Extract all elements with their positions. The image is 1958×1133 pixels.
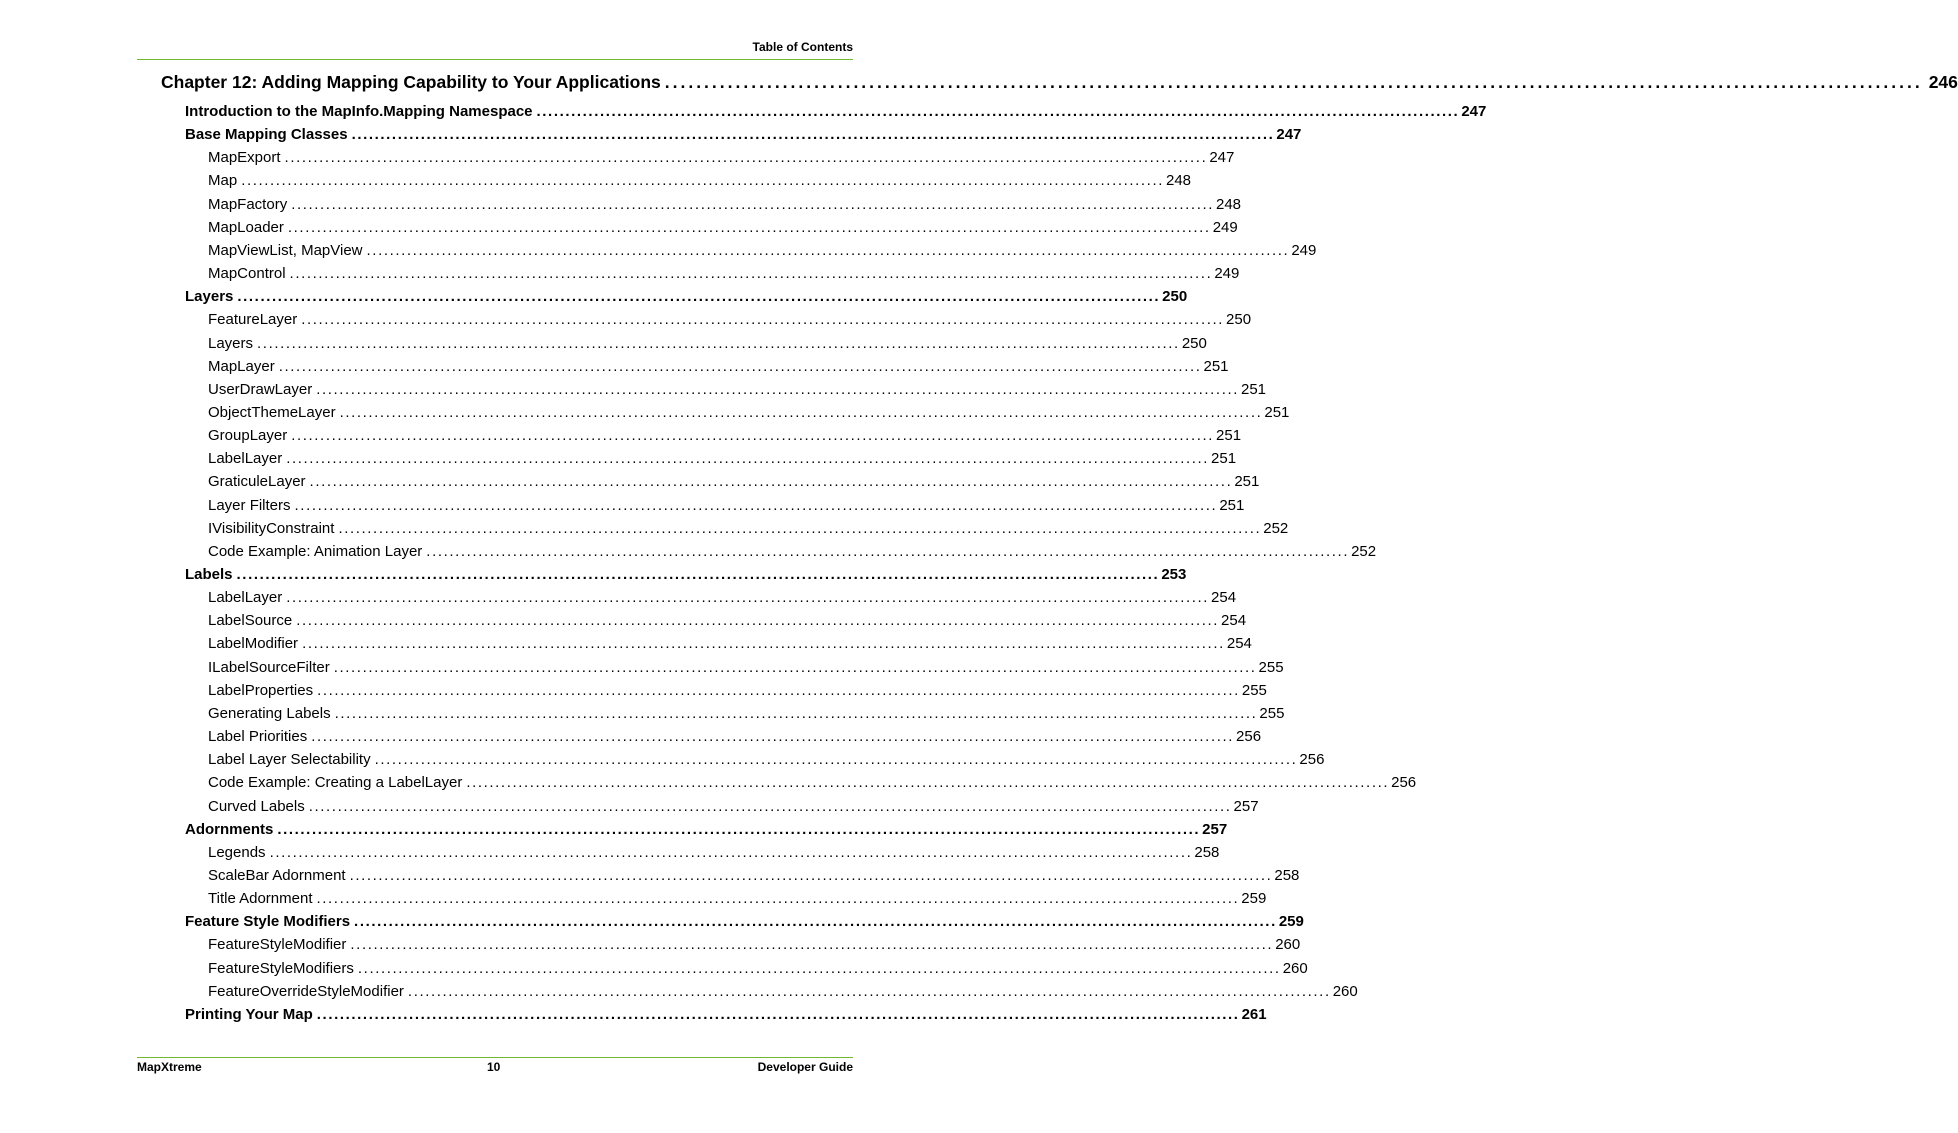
toc-subsection-entry[interactable] <box>208 843 1220 861</box>
toc-entry-title: UserDrawLayer <box>208 380 313 398</box>
toc-entry-page: 255 <box>1258 658 1284 676</box>
toc-entry-page: 254 <box>1226 635 1252 653</box>
toc-subsection-entry[interactable] <box>208 311 1252 329</box>
toc-entry-page: 251 <box>1234 473 1260 491</box>
toc-entry-page: 256 <box>1299 751 1325 769</box>
toc-subsection-entry[interactable] <box>208 751 1325 769</box>
toc-leader-dots: ................................................................................................................................................................ <box>536 103 1460 120</box>
toc-subsection-entry[interactable] <box>208 774 1417 792</box>
toc-entry-title: MapLayer <box>208 357 275 375</box>
toc-leader-dots: ................................................................................................................................................................ <box>257 334 1180 352</box>
toc-entry-title: MapFactory <box>208 195 288 213</box>
toc-subsection-entry[interactable] <box>208 473 1260 491</box>
toc-entry-title: LabelLayer <box>208 450 283 468</box>
toc-section-entry[interactable] <box>185 126 1302 144</box>
toc-entry-page: 257 <box>1233 797 1259 815</box>
toc-entry-page: 249 <box>1291 241 1317 259</box>
toc-section-entry[interactable] <box>185 1005 1267 1023</box>
toc-entry-title: FeatureStyleModifiers <box>208 959 354 977</box>
toc-entry-page: 250 <box>1162 288 1188 306</box>
toc-leader-dots: ................................................................................................................................................................ <box>466 774 1390 792</box>
toc-entry-title: MapLoader <box>208 218 284 236</box>
toc-entry-page: 251 <box>1211 450 1237 468</box>
toc-entry-title: Adornments <box>185 820 274 838</box>
toc-chapter-title: Chapter 12: Adding Mapping Capability to Your Applications <box>161 72 661 92</box>
toc-leader-dots: ................................................................................................................................................................ <box>316 380 1239 398</box>
toc-leader-dots: ................................................................................................................................................................ <box>286 589 1210 607</box>
toc-entry-page: 249 <box>1212 218 1238 236</box>
toc-leader-dots: ................................................................................................................................................................ <box>309 473 1233 491</box>
toc-entry-page: 253 <box>1161 566 1187 583</box>
toc-entry-page: 250 <box>1226 311 1252 329</box>
toc-section-entry[interactable] <box>185 566 1187 583</box>
toc-entry-title: Code Example: Animation Layer <box>208 542 423 560</box>
toc-subsection-entry[interactable] <box>208 265 1240 282</box>
toc-leader-dots: ................................................................................................................................................................ <box>338 519 1262 537</box>
toc-entry-title: Map <box>208 172 238 190</box>
toc-leader-dots: ................................................................................................................................................................ <box>287 218 1211 236</box>
toc-entry-page: 256 <box>1236 728 1262 745</box>
toc-leader-dots: ................................................................................................................................................................ <box>269 843 1193 861</box>
toc-entry-page: 260 <box>1275 936 1301 954</box>
toc-entry-page: 247 <box>1209 149 1235 167</box>
toc-leader-dots: ................................................................................................................................................................ <box>350 936 1274 954</box>
toc-entry-title: Layer Filters <box>208 496 291 514</box>
toc-entry-page: 259 <box>1241 890 1267 908</box>
toc-leader-dots: ................................................................................................................................................................ <box>317 681 1240 699</box>
toc-leader-dots: ................................................................................................................................................................ <box>311 728 1235 745</box>
toc-entry-title: FeatureOverrideStyleModifier <box>208 982 404 1000</box>
toc-leader-dots: ................................................................................................................................................................ <box>334 704 1258 722</box>
toc-leader-dots: ................................................................................................................................................................ <box>241 172 1164 190</box>
toc-leader-dots: ................................................................................................................................................................ <box>278 357 1202 375</box>
toc-entry-title: ILabelSourceFilter <box>208 658 330 676</box>
toc-entry-page: 252 <box>1351 542 1377 560</box>
toc-entry-title: Curved Labels <box>208 797 305 815</box>
toc-entry-title: MapViewList, MapView <box>208 241 363 259</box>
toc-section-entry[interactable] <box>185 288 1188 306</box>
toc-leader-dots: ................................................................................................................................................................ <box>426 542 1350 560</box>
toc-subsection-entry[interactable] <box>208 172 1192 190</box>
toc-entry-page: 251 <box>1203 357 1229 375</box>
toc-subsection-entry[interactable] <box>208 589 1237 607</box>
toc-leader-dots: ................................................................................................................................................................ <box>301 311 1225 329</box>
toc-leader-dots: ................................................................................................................................................................ <box>333 658 1257 676</box>
toc-entry-page: 247 <box>1461 103 1487 120</box>
toc-entry-title: GraticuleLayer <box>208 473 306 491</box>
toc-entry-title: LabelLayer <box>208 589 283 607</box>
toc-leader-dots: ................................................................................................................................................................ <box>284 149 1208 167</box>
toc-entry-page: 254 <box>1211 589 1237 607</box>
toc-subsection-entry[interactable] <box>208 519 1289 537</box>
toc-entry-title: LabelSource <box>208 612 293 630</box>
toc-subsection-entry[interactable] <box>208 797 1259 815</box>
toc-subsection-entry[interactable] <box>208 728 1262 745</box>
toc-entry-title: FeatureStyleModifier <box>208 936 347 954</box>
toc-subsection-entry[interactable] <box>208 357 1229 375</box>
toc-entry-page: 250 <box>1181 334 1207 352</box>
toc-entry-page: 247 <box>1276 126 1302 144</box>
toc-entry-title: Base Mapping Classes <box>185 126 348 144</box>
toc-leader-dots: ................................................................................................................................................................ <box>374 751 1298 769</box>
toc-leader-dots: ................................................................................................................................................................ <box>316 1005 1240 1023</box>
toc-entry-title: Layers <box>185 288 234 306</box>
toc-entry-page: 251 <box>1216 427 1242 445</box>
toc-subsection-entry[interactable] <box>208 427 1242 445</box>
toc-entry-title: MapControl <box>208 265 286 282</box>
header-rule <box>137 59 853 60</box>
toc-entry-title: ObjectThemeLayer <box>208 403 336 421</box>
toc-entry-page: 258 <box>1194 843 1220 861</box>
toc-leader-dots: ................................................................................................................................................................ <box>316 890 1240 908</box>
toc-subsection-entry[interactable] <box>208 496 1245 514</box>
toc-subsection-entry[interactable] <box>208 658 1284 676</box>
toc-chapter-page: 246 <box>1928 72 1958 92</box>
footer-guide: Developer Guide <box>757 1060 853 1074</box>
toc-subsection-entry[interactable] <box>208 681 1267 699</box>
toc-subsection-entry[interactable] <box>208 612 1247 630</box>
toc-entry-title: LabelProperties <box>208 681 314 699</box>
toc-entry-page: 255 <box>1259 704 1285 722</box>
toc-entry-page: 249 <box>1214 265 1240 282</box>
toc-entry-page: 251 <box>1241 380 1267 398</box>
toc-subsection-entry[interactable] <box>208 334 1207 352</box>
footer-product: MapXtreme <box>137 1060 202 1074</box>
toc-subsection-entry[interactable] <box>208 380 1267 398</box>
toc-leader-dots: ................................................................................................................................................................ <box>291 427 1215 445</box>
toc-entry-page: 261 <box>1241 1005 1267 1023</box>
toc-entry-page: 258 <box>1274 866 1300 884</box>
toc-subsection-entry[interactable] <box>208 450 1237 468</box>
toc-leader-dots: ................................................................................................................................................................ <box>294 496 1218 514</box>
toc-entry-page: 251 <box>1219 496 1245 514</box>
toc-entry-title: Legends <box>208 843 266 861</box>
toc-entry-title: Layers <box>208 334 254 352</box>
toc-entry-title: FeatureLayer <box>208 311 298 329</box>
toc-entry-page: 260 <box>1332 982 1358 1000</box>
toc-leader-dots: ................................................................................................................................................................ <box>351 126 1275 144</box>
toc-entry-page: 255 <box>1241 681 1267 699</box>
toc-entry-title: Code Example: Creating a LabelLayer <box>208 774 463 792</box>
toc-leader-dots: ................................................................................................................................................................ <box>236 566 1160 583</box>
toc-entry-title: Generating Labels <box>208 704 331 722</box>
toc-leader-dots: ................................................................................................................................................................ <box>349 866 1273 884</box>
toc-section-entry[interactable] <box>185 103 1487 120</box>
toc-entry-title: IVisibilityConstraint <box>208 519 335 537</box>
toc-leader-dots: ................................................................................................................................................................ <box>237 288 1161 306</box>
toc-leader-dots: ................................................................................................................................................................ <box>357 959 1281 977</box>
toc-entry-page: 248 <box>1216 195 1242 213</box>
toc-leader-dots: ................................................................................................................................................................ <box>339 403 1263 421</box>
toc-subsection-entry[interactable] <box>208 149 1235 167</box>
toc-leader-dots: ................................................................................................................................................................ <box>277 820 1201 838</box>
toc-subsection-entry[interactable] <box>208 218 1238 236</box>
toc-subsection-entry[interactable] <box>208 866 1300 884</box>
toc-entry-page: 254 <box>1221 612 1247 630</box>
toc-leader-dots: ................................................................................................................................................................ <box>664 72 1923 92</box>
toc-entry-page: 248 <box>1165 172 1192 190</box>
toc-leader-dots: ................................................................................................................................................................ <box>354 913 1277 931</box>
toc-subsection-entry[interactable] <box>208 542 1377 560</box>
toc-leader-dots: ................................................................................................................................................................ <box>302 635 1225 653</box>
toc-subsection-entry[interactable] <box>208 890 1267 908</box>
toc-entry-title: Label Layer Selectability <box>208 751 371 769</box>
toc-subsection-entry[interactable] <box>208 195 1242 213</box>
toc-entry-title: Printing Your Map <box>185 1005 313 1023</box>
toc-subsection-entry[interactable] <box>208 982 1358 1000</box>
toc-leader-dots: ................................................................................................................................................................ <box>308 797 1232 815</box>
toc-entry-title: ScaleBar Adornment <box>208 866 346 884</box>
toc-subsection-entry[interactable] <box>208 635 1252 653</box>
toc-subsection-entry[interactable] <box>208 241 1317 259</box>
toc-entry-page: 257 <box>1202 820 1228 838</box>
toc-section-entry[interactable] <box>185 820 1228 838</box>
toc-chapter-entry[interactable] <box>161 72 1958 93</box>
toc-entry-page: 251 <box>1264 403 1290 421</box>
toc-leader-dots: ................................................................................................................................................................ <box>407 982 1331 1000</box>
toc-subsection-entry[interactable] <box>208 936 1301 954</box>
footer-rule <box>137 1057 853 1058</box>
footer-page-number: 10 <box>487 1060 501 1074</box>
running-header: Table of Contents <box>752 40 853 54</box>
toc-entry-title: Feature Style Modifiers <box>185 913 351 931</box>
toc-subsection-entry[interactable] <box>208 959 1308 977</box>
toc-leader-dots: ................................................................................................................................................................ <box>286 450 1210 468</box>
toc-entry-title: Labels <box>185 566 233 583</box>
toc-entry-title: MapExport <box>208 149 281 167</box>
toc-entry-title: Title Adornment <box>208 890 313 908</box>
toc-leader-dots: ................................................................................................................................................................ <box>291 195 1214 213</box>
toc-entry-page: 260 <box>1282 959 1308 977</box>
toc-entry-title: GroupLayer <box>208 427 288 445</box>
toc-entry-page: 252 <box>1263 519 1289 537</box>
toc-leader-dots: ................................................................................................................................................................ <box>366 241 1290 259</box>
toc-section-entry[interactable] <box>185 913 1304 931</box>
toc-entry-page: 256 <box>1391 774 1417 792</box>
toc-entry-title: LabelModifier <box>208 635 299 653</box>
toc-subsection-entry[interactable] <box>208 403 1290 421</box>
toc-entry-title: Label Priorities <box>208 728 308 745</box>
toc-leader-dots: ................................................................................................................................................................ <box>289 265 1213 282</box>
toc-subsection-entry[interactable] <box>208 704 1285 722</box>
toc-leader-dots: ................................................................................................................................................................ <box>296 612 1220 630</box>
toc-entry-page: 259 <box>1278 913 1304 931</box>
toc-entry-title: Introduction to the MapInfo.Mapping Namespace <box>185 103 533 120</box>
